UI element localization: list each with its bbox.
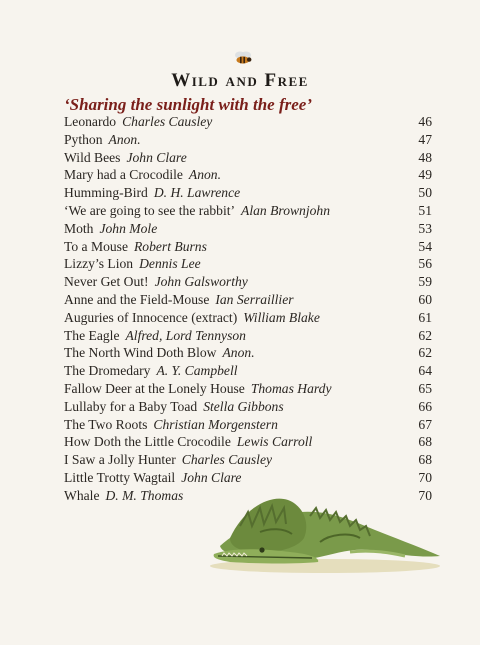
contents-entry (64, 291, 432, 309)
entry-author: Lewis Carroll (236, 434, 313, 450)
entry-author: Anon. (222, 345, 255, 361)
entry-title: How Doth the Little Crocodile (64, 434, 231, 450)
entry-page-number: 47 (418, 131, 432, 147)
entry-author: John Clare (181, 469, 242, 485)
entry-page-number: 62 (418, 345, 432, 361)
table-of-contents (64, 113, 432, 505)
entry-title: The Two Roots (64, 416, 148, 432)
entry-author: Alfred, Lord Tennyson (125, 327, 246, 343)
contents-entry (64, 255, 432, 273)
entry-author: A. Y. Campbell (156, 363, 238, 379)
entry-author: Christian Morgenstern (153, 416, 278, 432)
entry-author: Anon. (108, 131, 141, 147)
contents-entry (64, 344, 432, 362)
contents-entry (64, 202, 432, 220)
entry-title: Lizzy’s Lion (64, 256, 134, 272)
entry-title: Lullaby for a Baby Toad (64, 398, 198, 414)
entry-title: Auguries of Innocence (extract) (64, 309, 238, 325)
entry-page-number: 49 (418, 167, 432, 183)
entry-title: Moth (64, 220, 94, 236)
contents-entry (64, 238, 432, 256)
contents-entry (64, 131, 432, 149)
entry-author: D. H. Lawrence (153, 185, 241, 201)
entry-page-number: 64 (418, 363, 432, 379)
entry-title: Anne and the Field-Mouse (64, 291, 210, 307)
entry-title: Humming-Bird (64, 185, 148, 201)
entry-title: Python (64, 131, 103, 147)
contents-entry (64, 451, 432, 469)
contents-entry (64, 113, 432, 131)
contents-entry (64, 273, 432, 291)
entry-page-number: 60 (418, 291, 432, 307)
contents-entry (64, 166, 432, 184)
contents-entry (64, 362, 432, 380)
entry-title: Fallow Deer at the Lonely House (64, 380, 245, 396)
entry-title: The Dromedary (64, 363, 151, 379)
contents-entry (64, 398, 432, 416)
entry-title: Whale (64, 487, 100, 503)
section-title: Wild and Free (171, 70, 309, 91)
contents-entry (64, 309, 432, 327)
entry-page-number: 51 (418, 202, 432, 218)
entry-title: Leonardo (64, 114, 117, 129)
entry-page-number: 68 (418, 452, 432, 468)
entry-author: Stella Gibbons (203, 398, 284, 414)
entry-page-number: 70 (418, 469, 432, 485)
section-subtitle: ‘Sharing the sunlight with the free’ (64, 95, 312, 114)
entry-author: John Clare (126, 149, 187, 165)
entry-page-number: 65 (418, 380, 432, 396)
entry-title: Mary had a Crocodile (64, 167, 183, 183)
contents-entry (64, 327, 432, 345)
entry-title: The Eagle (64, 327, 120, 343)
entry-page-number: 67 (418, 416, 432, 432)
entry-page-number: 61 (418, 309, 432, 325)
entry-title: I Saw a Jolly Hunter (64, 452, 176, 468)
contents-entry (64, 184, 432, 202)
entry-page-number: 70 (418, 487, 432, 503)
entry-title: Never Get Out! (64, 274, 149, 290)
entry-author: Charles Causley (181, 452, 273, 468)
entry-author: D. M. Thomas (105, 487, 184, 503)
crocodile-illustration (200, 468, 450, 576)
entry-page-number: 53 (418, 220, 432, 236)
contents-entry (64, 149, 432, 167)
entry-author: Ian Serraillier (215, 291, 294, 307)
entry-page-number: 66 (418, 398, 432, 414)
entry-author: Charles Causley (122, 114, 213, 129)
entry-author: Dennis Lee (139, 256, 201, 272)
entry-page-number: 68 (418, 434, 432, 450)
entry-page-number: 54 (418, 238, 432, 254)
entry-author: Robert Burns (134, 238, 207, 254)
entry-page-number: 59 (418, 274, 432, 290)
entry-page-number: 48 (418, 149, 432, 165)
entry-page-number: 50 (418, 185, 432, 201)
contents-entry (64, 416, 432, 434)
entry-author: Alan Brownjohn (241, 202, 331, 218)
entry-author: John Galsworthy (154, 274, 248, 290)
entry-title: The North Wind Doth Blow (64, 345, 217, 361)
entry-title: Little Trotty Wagtail (64, 469, 176, 485)
entry-page-number: 46 (418, 114, 432, 129)
contents-entry (64, 220, 432, 238)
entry-author: Anon. (188, 167, 221, 183)
entry-title: To a Mouse (64, 238, 128, 254)
entry-author: William Blake (243, 309, 320, 325)
contents-entry (64, 380, 432, 398)
entry-author: Thomas Hardy (250, 380, 332, 396)
bee-icon (232, 50, 254, 66)
entry-page-number: 56 (418, 256, 432, 272)
entry-title: ‘We are going to see the rabbit’ (64, 202, 236, 218)
entry-author: John Mole (99, 220, 158, 236)
contents-entry (64, 433, 432, 451)
entry-title: Wild Bees (64, 149, 121, 165)
entry-page-number: 62 (418, 327, 432, 343)
